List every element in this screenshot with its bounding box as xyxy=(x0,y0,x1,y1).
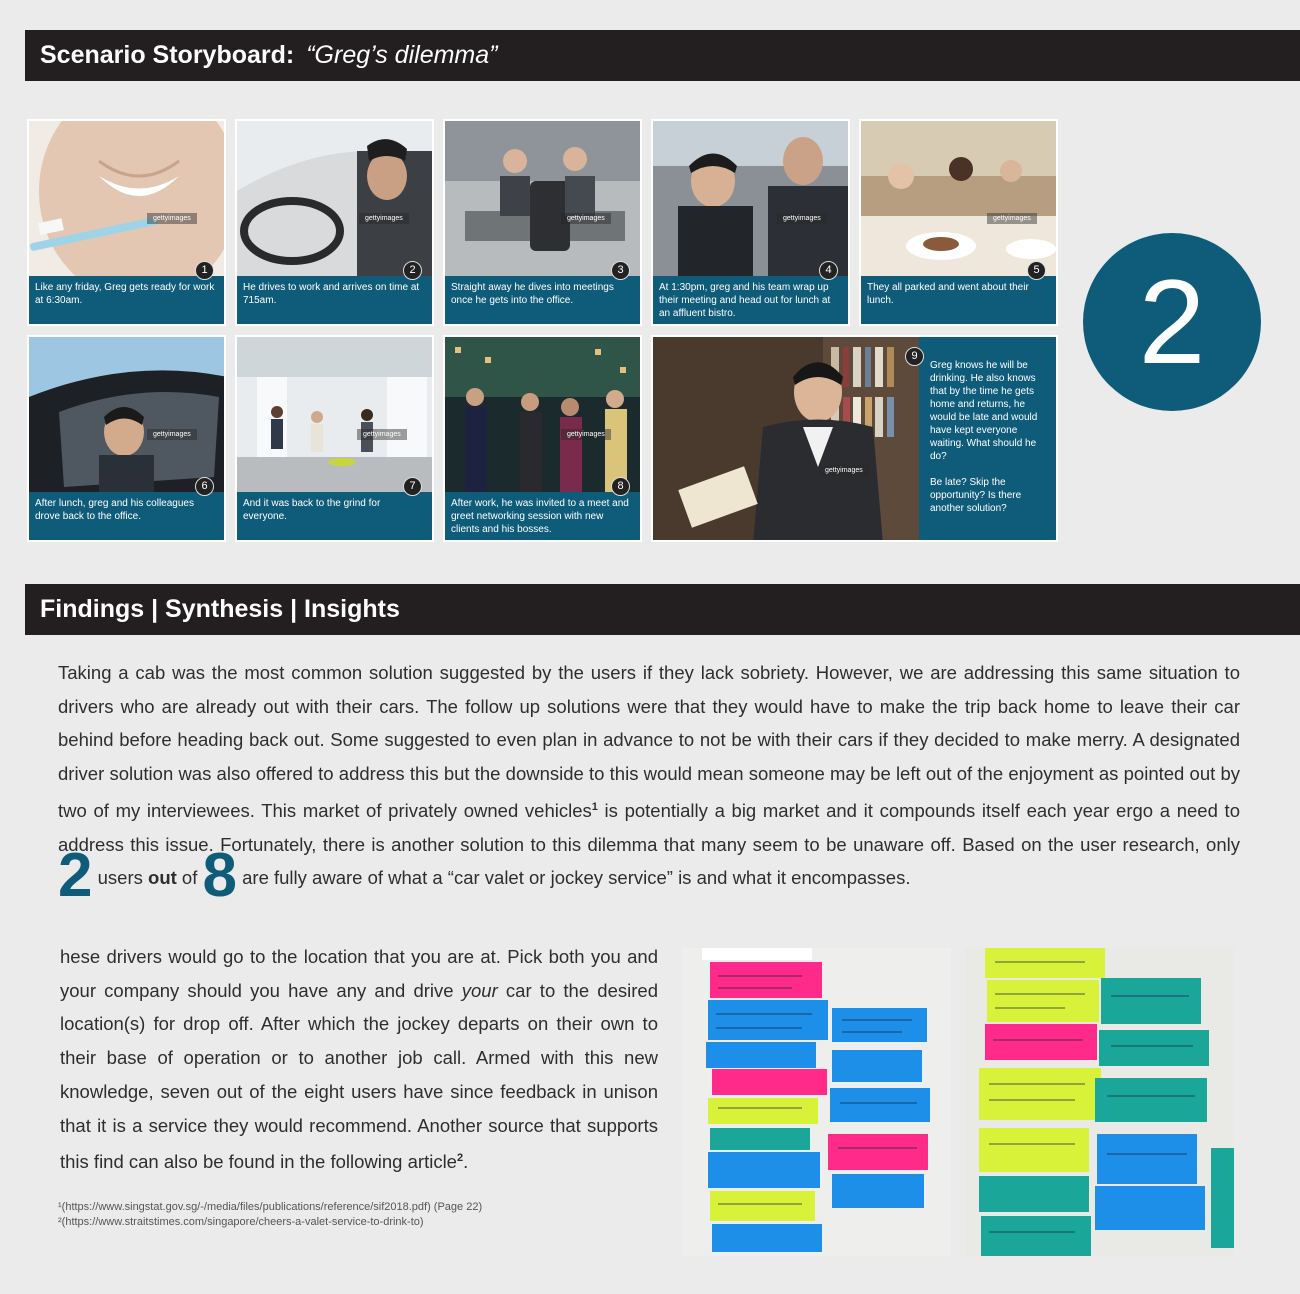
getty-watermark: gettyimages xyxy=(357,429,407,440)
reference-2: ²(https://www.straitstimes.com/singapore/cheers-a-valet-service-to-drink-to) xyxy=(58,1216,424,1228)
panel-number: 3 xyxy=(611,261,630,280)
panel-photo-car-window xyxy=(29,337,224,492)
panel-caption: After lunch, greg and his colleagues drove back to the office. xyxy=(35,498,194,522)
storyboard-title: Scenario Storyboard: xyxy=(40,41,295,69)
panel-caption: Like any friday, Greg gets ready for work at 6:30am. xyxy=(35,282,215,306)
getty-watermark: gettyimages xyxy=(561,429,611,440)
findings-paragraph-1 xyxy=(58,656,1240,911)
storyboard-panel-1 xyxy=(27,119,226,326)
getty-watermark: gettyimages xyxy=(561,213,611,224)
paragraph-text: are fully aware of what a “car valet or jockey service” is and what it encompasses. xyxy=(236,867,911,889)
paragraph-text: . xyxy=(463,1151,469,1173)
stat-total-users: 8 xyxy=(202,841,237,911)
panel-number: 8 xyxy=(611,477,630,496)
panel-photo-office xyxy=(237,337,432,492)
findings-header xyxy=(25,584,1300,635)
panel-photo-toothbrush xyxy=(29,121,224,276)
footnote-ref-2: 2 xyxy=(456,1152,464,1165)
getty-watermark: gettyimages xyxy=(777,213,827,224)
storyboard-panel-2 xyxy=(235,119,434,326)
reference-1: ¹(https://www.singstat.gov.sg/-/media/files/publications/reference/sif2018.pdf) (Page 22) xyxy=(58,1201,483,1213)
paragraph-text: is potentially a big market and it compounds itself each year ergo a need to address this issue. Fortunately, there is another solution to this dilemma that many seem to be unaware off. Based on the user research, only xyxy=(58,799,1240,855)
panel-caption: And it was back to the grind for everyone. xyxy=(243,498,381,522)
footnote-ref-1: 1 xyxy=(591,800,598,813)
getty-watermark: gettyimages xyxy=(359,213,409,224)
storyboard-panel-9 xyxy=(651,335,1058,542)
references xyxy=(58,1200,482,1230)
sticky-notes-photo-2 xyxy=(965,948,1234,1256)
emphasis-your: your xyxy=(461,979,498,1001)
scenario-number-badge: 2 xyxy=(1083,233,1261,411)
storyboard-panel-3 xyxy=(443,119,642,326)
panel-9-caption xyxy=(930,359,1052,515)
out-label: out xyxy=(148,867,177,889)
storyboard-panel-5 xyxy=(859,119,1058,326)
storyboard-panel-6 xyxy=(27,335,226,542)
panel-photo-driving xyxy=(237,121,432,276)
storyboard-panel-8 xyxy=(443,335,642,542)
panel-caption-question: Be late? Skip the opportunity? Is there another solution? xyxy=(930,477,1022,514)
getty-watermark: gettyimages xyxy=(987,213,1037,224)
paragraph-text: Taking a cab was the most common solution suggested by the users if they lack sobriety. However, we are addressing this same situation to drivers who are already out with their cars. The follow up solutions were that they would have to make the trip back home to leave their car behind before heading back out. Some suggested to even plan in advance to not be with their cars if they decided to make merry. A designated driver solution was also offered to address this but the downside to this would mean someone may be left out of the enjoyment as pointed out by two of my interviewees. This market of privately owned vehicles xyxy=(58,662,1240,821)
panel-number: 5 xyxy=(1027,261,1046,280)
storyboard-panel-4 xyxy=(651,119,850,326)
panel-photo-meeting xyxy=(445,121,640,276)
storyboard-subtitle: “Greg’s dilemma” xyxy=(306,41,498,69)
panel-caption: He drives to work and arrives on time at 715am. xyxy=(243,282,420,306)
panel-number: 1 xyxy=(195,261,214,280)
panel-number: 4 xyxy=(819,261,838,280)
paragraph-text: of xyxy=(176,867,203,889)
panel-photo-networking xyxy=(445,337,640,492)
findings-paragraph-2 xyxy=(60,940,658,1179)
getty-watermark: gettyimages xyxy=(147,213,197,224)
getty-watermark: gettyimages xyxy=(147,429,197,440)
panel-photo-lunch xyxy=(861,121,1056,276)
panel-number: 7 xyxy=(403,477,422,496)
paragraph-text: hese drivers would go to the location that you are at. Pick both you and your company should you have any and drive xyxy=(60,946,658,1001)
storyboard-panel-7 xyxy=(235,335,434,542)
panel-photo-car-interior xyxy=(653,121,848,276)
stat-aware-count: 2 xyxy=(58,841,93,911)
panel-caption: After work, he was invited to a meet and greet networking session with new clients and his bosses. xyxy=(451,498,629,535)
panel-caption: At 1:30pm, greg and his team wrap up their meeting and head out for lunch at an affluent bistro. xyxy=(659,282,831,319)
getty-watermark: gettyimages xyxy=(819,465,869,476)
panel-caption: Greg knows he will be drinking. He also knows that by the time he gets home and returns, he would be late and would have kept everyone waiting. What should he do? xyxy=(930,360,1038,462)
panel-photo-thinking xyxy=(653,337,919,542)
storyboard-header xyxy=(25,30,1300,81)
panel-caption: They all parked and went about their lunch. xyxy=(867,282,1029,306)
panel-number: 2 xyxy=(403,261,422,280)
paragraph-text: car to the desired location(s) for drop off. After which the jockey departs on their own to their base of operation or to another job call. Armed with this new knowledge, seven out of the eight users have since feedback in unison that it is a service they would recommend. Another source that supports this find can also be found in the following article xyxy=(60,979,658,1173)
panel-caption: Straight away he dives into meetings once he gets into the office. xyxy=(451,282,614,306)
panel-number: 9 xyxy=(905,347,924,366)
panel-number: 6 xyxy=(195,477,214,496)
paragraph-text: users xyxy=(92,867,149,889)
sticky-notes-photo-1 xyxy=(682,948,951,1256)
findings-title: Findings | Synthesis | Insights xyxy=(40,595,400,623)
